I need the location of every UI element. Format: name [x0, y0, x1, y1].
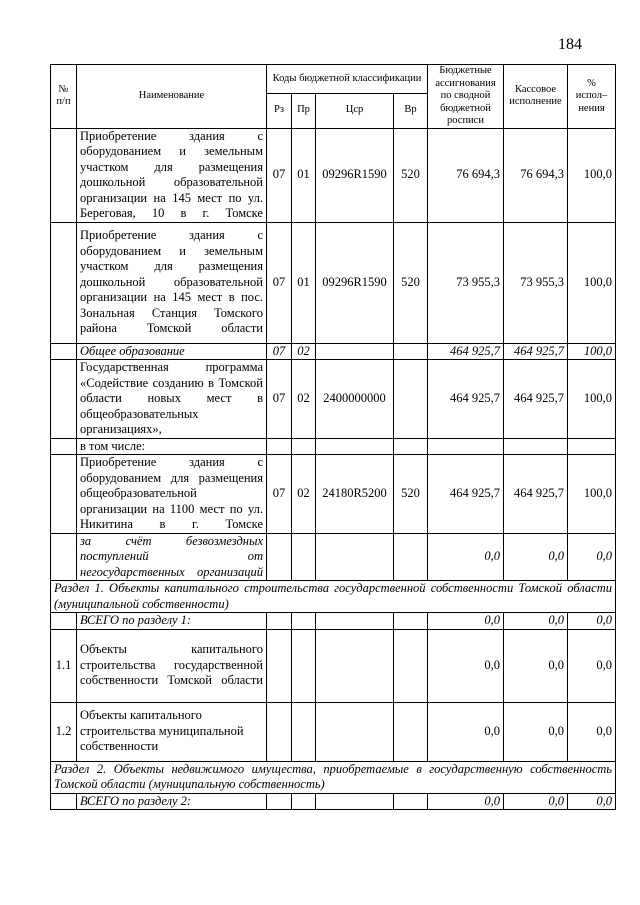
cell-cash: 464 925,7 [504, 360, 568, 439]
table-row [51, 343, 616, 360]
cell-cash: 0,0 [504, 702, 568, 761]
table-row [51, 629, 616, 702]
cell-name: в том числе: [77, 438, 267, 455]
header-rz: Рз [267, 93, 292, 128]
cell-percent: 100,0 [568, 360, 616, 439]
cell-name: Приобретение здания с оборудованием и земельным участком для размещения дошкольной образовательной организации на 145 мест в пос. Зональная Станция Томского района Томской области [77, 222, 267, 343]
section-row [51, 581, 616, 613]
cell-percent: 0,0 [568, 702, 616, 761]
cell-name: Объекты капитального строительства муниципальной собственности [77, 702, 267, 761]
cell-budget: 73 955,3 [428, 222, 504, 343]
table-row [51, 533, 616, 581]
cell-percent: 0,0 [568, 533, 616, 581]
cell-vr [394, 360, 428, 439]
cell-percent: 100,0 [568, 455, 616, 534]
cell-cash: 73 955,3 [504, 222, 568, 343]
cell-pr: 02 [292, 343, 316, 360]
cell-name: Объекты капитального строительства государственной собственности Томской области [77, 629, 267, 702]
cell-rz: 07 [267, 222, 292, 343]
header-pr: Пр [292, 93, 316, 128]
cell-cash: 0,0 [504, 629, 568, 702]
cell-num [51, 438, 77, 455]
header-num: № п/п [51, 65, 77, 129]
section-2-title: Раздел 2. Объекты недвижимого имущества, приобретаемые в государственную собственность Томской области (муниципальную собственность) [51, 761, 616, 793]
header-vr: Вр [394, 93, 428, 128]
cell-num [51, 793, 77, 810]
cell-pr: 02 [292, 455, 316, 534]
cell-csr: 24180R5200 [316, 455, 394, 534]
cell-budget: 0,0 [428, 793, 504, 810]
cell-budget: 0,0 [428, 629, 504, 702]
cell-num: 1.2 [51, 702, 77, 761]
table-row [51, 793, 616, 810]
cell-num [51, 360, 77, 439]
cell-csr: 2400000000 [316, 360, 394, 439]
header-cash: Кассовое исполнение [504, 65, 568, 129]
header-percent: % испол– нения [568, 65, 616, 129]
cell-pr: 02 [292, 360, 316, 439]
cell-pr: 01 [292, 222, 316, 343]
cell-vr: 520 [394, 222, 428, 343]
cell-vr [394, 343, 428, 360]
cell-budget: 0,0 [428, 533, 504, 581]
cell-cash: 464 925,7 [504, 343, 568, 360]
cell-cash: 464 925,7 [504, 455, 568, 534]
cell-name: Общее образование [77, 343, 267, 360]
cell-budget: 0,0 [428, 702, 504, 761]
cell-cash: 0,0 [504, 793, 568, 810]
cell-budget: 464 925,7 [428, 455, 504, 534]
cell-name: Приобретение здания с оборудованием для размещения общеобразовательной организации на 1100 мест по ул. Никитина в г. Томске [77, 455, 267, 534]
header-budget: Бюджетные ассигнования по сводной бюджетной росписи [428, 65, 504, 129]
cell-budget: 0,0 [428, 613, 504, 630]
section-1-title: Раздел 1. Объекты капитального строительства государственной собственности Томской области (муниципальной собственности) [51, 581, 616, 613]
header-codes: Коды бюджетной классификации [267, 65, 428, 94]
cell-csr: 09296R1590 [316, 128, 394, 222]
cell-rz: 07 [267, 455, 292, 534]
cell-pr: 01 [292, 128, 316, 222]
cell-cash: 0,0 [504, 613, 568, 630]
table-row [51, 222, 616, 343]
cell-num [51, 222, 77, 343]
cell-cash: 0,0 [504, 533, 568, 581]
table-row [51, 702, 616, 761]
cell-percent: 0,0 [568, 613, 616, 630]
cell-rz: 07 [267, 128, 292, 222]
header-row [51, 65, 616, 94]
cell-num [51, 455, 77, 534]
cell-cash: 76 694,3 [504, 128, 568, 222]
table-row [51, 438, 616, 455]
cell-percent: 100,0 [568, 343, 616, 360]
cell-vr: 520 [394, 128, 428, 222]
cell-budget: 76 694,3 [428, 128, 504, 222]
cell-percent: 100,0 [568, 222, 616, 343]
cell-name: ВСЕГО по разделу 2: [77, 793, 267, 810]
cell-csr: 09296R1590 [316, 222, 394, 343]
section-row [51, 761, 616, 793]
table-row [51, 360, 616, 439]
table-row [51, 613, 616, 630]
cell-csr [316, 343, 394, 360]
cell-percent: 100,0 [568, 128, 616, 222]
cell-percent: 0,0 [568, 793, 616, 810]
cell-vr: 520 [394, 455, 428, 534]
cell-budget: 464 925,7 [428, 360, 504, 439]
cell-name: Приобретение здания с оборудованием и земельным участком для размещения дошкольной образовательной организации на 145 мест по ул. Береговая, 10 в г. Томске [77, 128, 267, 222]
header-name: Наименование [77, 65, 267, 129]
cell-num [51, 613, 77, 630]
cell-num: 1.1 [51, 629, 77, 702]
cell-rz: 07 [267, 343, 292, 360]
cell-name: за счёт безвозмездных поступлений от негосударственных организаций [77, 533, 267, 581]
table-row [51, 128, 616, 222]
cell-num [51, 128, 77, 222]
table-row [51, 455, 616, 534]
cell-budget: 464 925,7 [428, 343, 504, 360]
cell-rz: 07 [267, 360, 292, 439]
page-number: 184 [558, 36, 582, 53]
cell-num [51, 343, 77, 360]
cell-name: ВСЕГО по разделу 1: [77, 613, 267, 630]
cell-name: Государственная программа «Содействие созданию в Томской области новых мест в общеобразовательных организациях», [77, 360, 267, 439]
header-csr: Цср [316, 93, 394, 128]
cell-percent: 0,0 [568, 629, 616, 702]
cell-num [51, 533, 77, 581]
budget-table [50, 64, 616, 810]
